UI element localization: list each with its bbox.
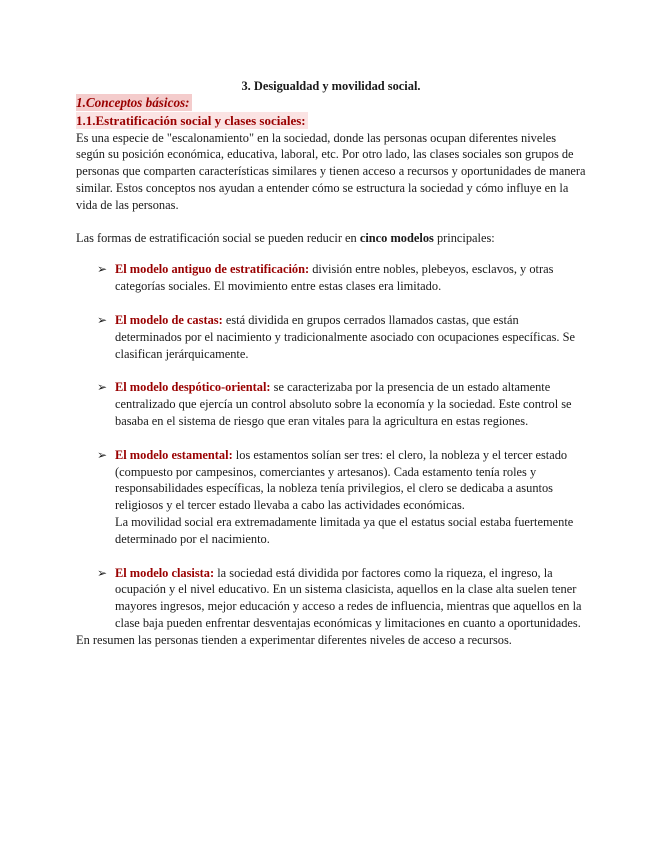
model-name: El modelo despótico-oriental: bbox=[115, 380, 271, 395]
list-item bbox=[76, 261, 586, 295]
lead-text-before: Las formas de estratificación social se pueden reducir en bbox=[76, 230, 360, 245]
lead-paragraph bbox=[76, 230, 586, 247]
list-item bbox=[76, 565, 586, 632]
model-description: la sociedad está dividida por factores como la riqueza, el ingreso, la ocupación y el nivel educativo. En un sistema clasicista, aquellos en la clase alta suelen tener mayores ingresos, mejor educación y acceso a redes de influencia, mientras que aquellos en la clase baja pueden enfrentar desventajas económicas y limitaciones en cuanto a oportunidades. bbox=[115, 565, 582, 630]
list-item bbox=[76, 379, 586, 429]
model-name: El modelo antiguo de estratificación: bbox=[115, 262, 310, 277]
section-heading-row bbox=[76, 94, 586, 112]
model-description: los estamentos solían ser tres: el clero, la nobleza y el tercer estado (compuesto por campesinos, comerciantes y artesanos). Cada estamento tenía roles y responsabilidades específicas, la nobleza tenía privilegios, el clero se dedicaba a asuntos religiosos y el tercer estado llevaba a cabo las actividades económicas. bbox=[115, 447, 568, 513]
model-name: El modelo de castas: bbox=[115, 312, 223, 327]
model-extra-paragraph: La movilidad social era extremadamente limitada ya que el estatus social estaba fuertemente determinado por el nacimiento. bbox=[115, 514, 574, 546]
arrow-bullet-icon: ➢ bbox=[97, 262, 108, 277]
model-description: está dividida en grupos cerrados llamados castas, que están determinados por el nacimiento y tradicionalmente asociado con ocupaciones específicas. Se clasifican jerárquicamente. bbox=[115, 312, 576, 361]
lead-text-bold: cinco modelos bbox=[359, 230, 434, 245]
arrow-bullet-icon: ➢ bbox=[97, 447, 108, 462]
models-list bbox=[76, 261, 586, 631]
sub-heading-row bbox=[76, 112, 586, 130]
document-title: 3. Desigualdad y movilidad social. bbox=[241, 79, 421, 93]
section-heading: 1.Conceptos básicos: bbox=[76, 95, 190, 110]
arrow-bullet-icon: ➢ bbox=[97, 380, 108, 395]
summary-paragraph: En resumen las personas tienden a experimentar diferentes niveles de acceso a recursos. bbox=[76, 632, 512, 647]
list-item bbox=[76, 447, 586, 548]
arrow-bullet-icon: ➢ bbox=[97, 565, 108, 580]
model-description: se caracterizaba por la presencia de un estado altamente centralizado que ejercía un control absoluto sobre la economía y la sociedad. Este control se basaba en el sistema de riesgo que eran vitales para la agricultura en estas regiones. bbox=[115, 380, 572, 428]
list-item bbox=[76, 312, 586, 362]
model-name: El modelo estamental: bbox=[115, 447, 233, 462]
lead-text-after: principales: bbox=[433, 230, 495, 245]
document-page bbox=[76, 78, 586, 649]
model-name: El modelo clasista: bbox=[115, 565, 215, 580]
arrow-bullet-icon: ➢ bbox=[97, 312, 108, 327]
intro-paragraph: Es una especie de "escalonamiento" en la sociedad, donde las personas ocupan diferentes niveles según su posición económica, educativa, laboral, etc. Por otro lado, las clases sociales son grupos de personas que comparten características similares y tienen acceso a recursos y oportunidades de manera similar. Estos conceptos nos ayudan a entender cómo se estructura la sociedad y cómo influye en la vida de las personas. bbox=[76, 130, 586, 212]
model-description: división entre nobles, plebeyos, esclavos, y otras categorías sociales. El movimiento entre estas clases era limitado. bbox=[115, 262, 554, 294]
sub-heading: 1.1.Estratificación social y clases sociales: bbox=[76, 112, 306, 128]
